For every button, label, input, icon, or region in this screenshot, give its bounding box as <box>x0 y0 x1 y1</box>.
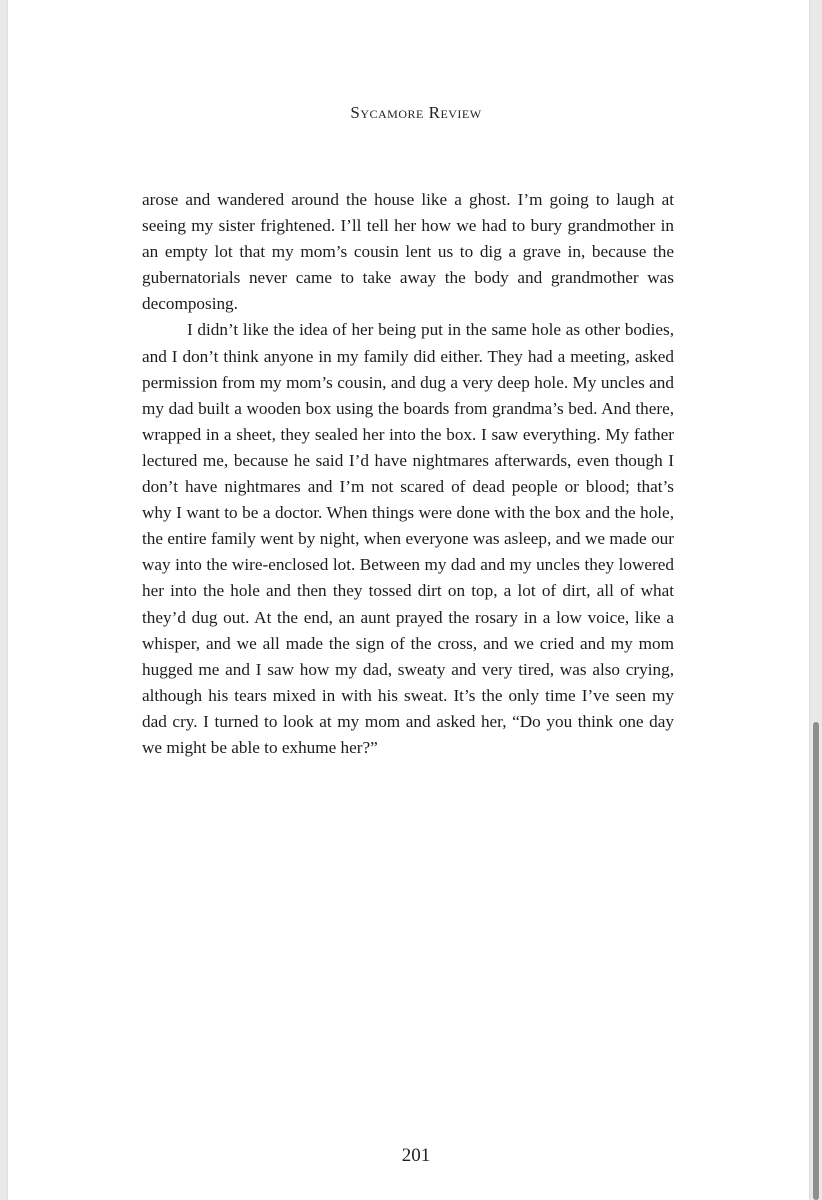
running-header-title: Sycamore Review <box>350 103 482 122</box>
paragraph-burial: I didn’t like the idea of her being put in the same hole as other bodies, and I don’t think anyone in my family did either. They had a meeting, asked permission from my mom’s cousin, and dug a very deep hole. My uncles and my dad built a wooden box using the boards from grandma’s bed. And there, wrapped in a sheet, they sealed her into the box. I saw everything. My father lectured me, because he said I’d have nightmares afterwards, even though I don’t have nightmares and I’m not scared of dead people or blood; that’s why I want to be a doctor. When things were done with the box and the hole, the entire family went by night, when everyone was asleep, and we made our way into the wire-enclosed lot. Between my dad and my uncles they lowered her into the hole and then they tossed dirt on top, a lot of dirt, all of what they’d dug out. At the end, an aunt prayed the rosary in a low voice, like a whisper, and we all made the sign of the cross, and we cried and my mom hugged me and I saw how my dad, sweaty and very tired, was also crying, although his tears mixed in with his sweat. It’s the only time I’ve seen my dad cry. I turned to look at my mom and asked her, “Do you think one day we might be able to exhume her?” <box>142 320 674 757</box>
body-text <box>142 187 674 761</box>
scrollbar-thumb[interactable] <box>813 722 819 1200</box>
book-page <box>8 0 809 1200</box>
paragraph-continued: arose and wandered around the house like a ghost. I’m going to laugh at seeing my sister frightened. I’ll tell her how we had to bury grandmother in an empty lot that my mom’s cousin lent us to dig a grave in, because the gubernatorials never came to take away the body and grandmother was decomposing. <box>142 190 674 314</box>
page-number: 201 <box>401 1145 431 1166</box>
